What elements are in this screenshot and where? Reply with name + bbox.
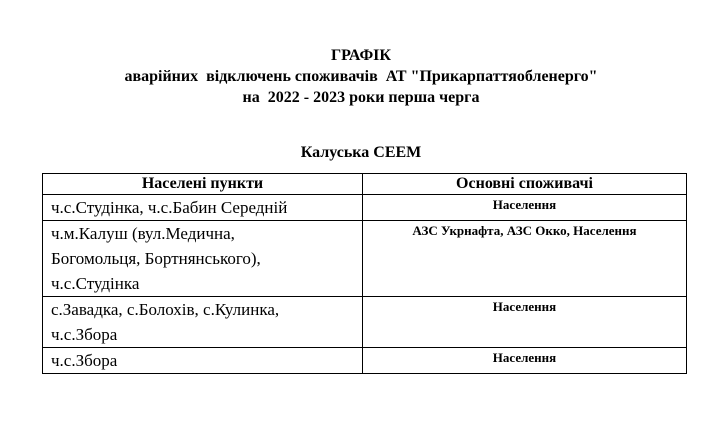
settlements-cell bbox=[43, 297, 363, 348]
title-line-1: ГРАФІК bbox=[330, 47, 392, 64]
section-subtitle: Калуська СЕЕМ bbox=[300, 144, 422, 161]
settlements-line: ч.с.Збора bbox=[51, 351, 118, 370]
settlements-line: ч.с.Студінка, ч.с.Бабин Середній bbox=[51, 198, 288, 217]
settlements-line: ч.с.Студінка bbox=[51, 274, 140, 293]
table-row bbox=[43, 221, 687, 297]
consumers-cell: Населення bbox=[363, 297, 687, 348]
table-row bbox=[43, 297, 687, 348]
header-consumers: Основні споживачі bbox=[363, 174, 687, 195]
outage-schedule-table bbox=[42, 173, 687, 374]
document-title bbox=[0, 45, 722, 108]
settlements-cell bbox=[43, 348, 363, 374]
table-row bbox=[43, 195, 687, 221]
consumers-cell: АЗС Укрнафта, АЗС Окко, Населення bbox=[363, 221, 687, 297]
settlements-cell bbox=[43, 221, 363, 297]
header-settlements: Населені пункти bbox=[43, 174, 363, 195]
title-line-2: аварійних відключень споживачів АТ "Прикарпаттяобленерго" bbox=[124, 68, 598, 85]
settlements-line: ч.м.Калуш (вул.Медична, bbox=[51, 224, 235, 243]
settlements-line: с.Завадка, с.Болохів, с.Кулинка, bbox=[51, 300, 280, 319]
settlements-line: ч.с.Збора bbox=[51, 325, 118, 344]
table-row bbox=[43, 348, 687, 374]
settlements-line: Богомольця, Бортнянського), bbox=[51, 249, 261, 268]
title-line-3: на 2022 - 2023 роки перша черга bbox=[242, 89, 480, 106]
settlements-cell bbox=[43, 195, 363, 221]
consumers-cell: Населення bbox=[363, 195, 687, 221]
consumers-cell: Населення bbox=[363, 348, 687, 374]
table-header-row bbox=[43, 174, 687, 195]
